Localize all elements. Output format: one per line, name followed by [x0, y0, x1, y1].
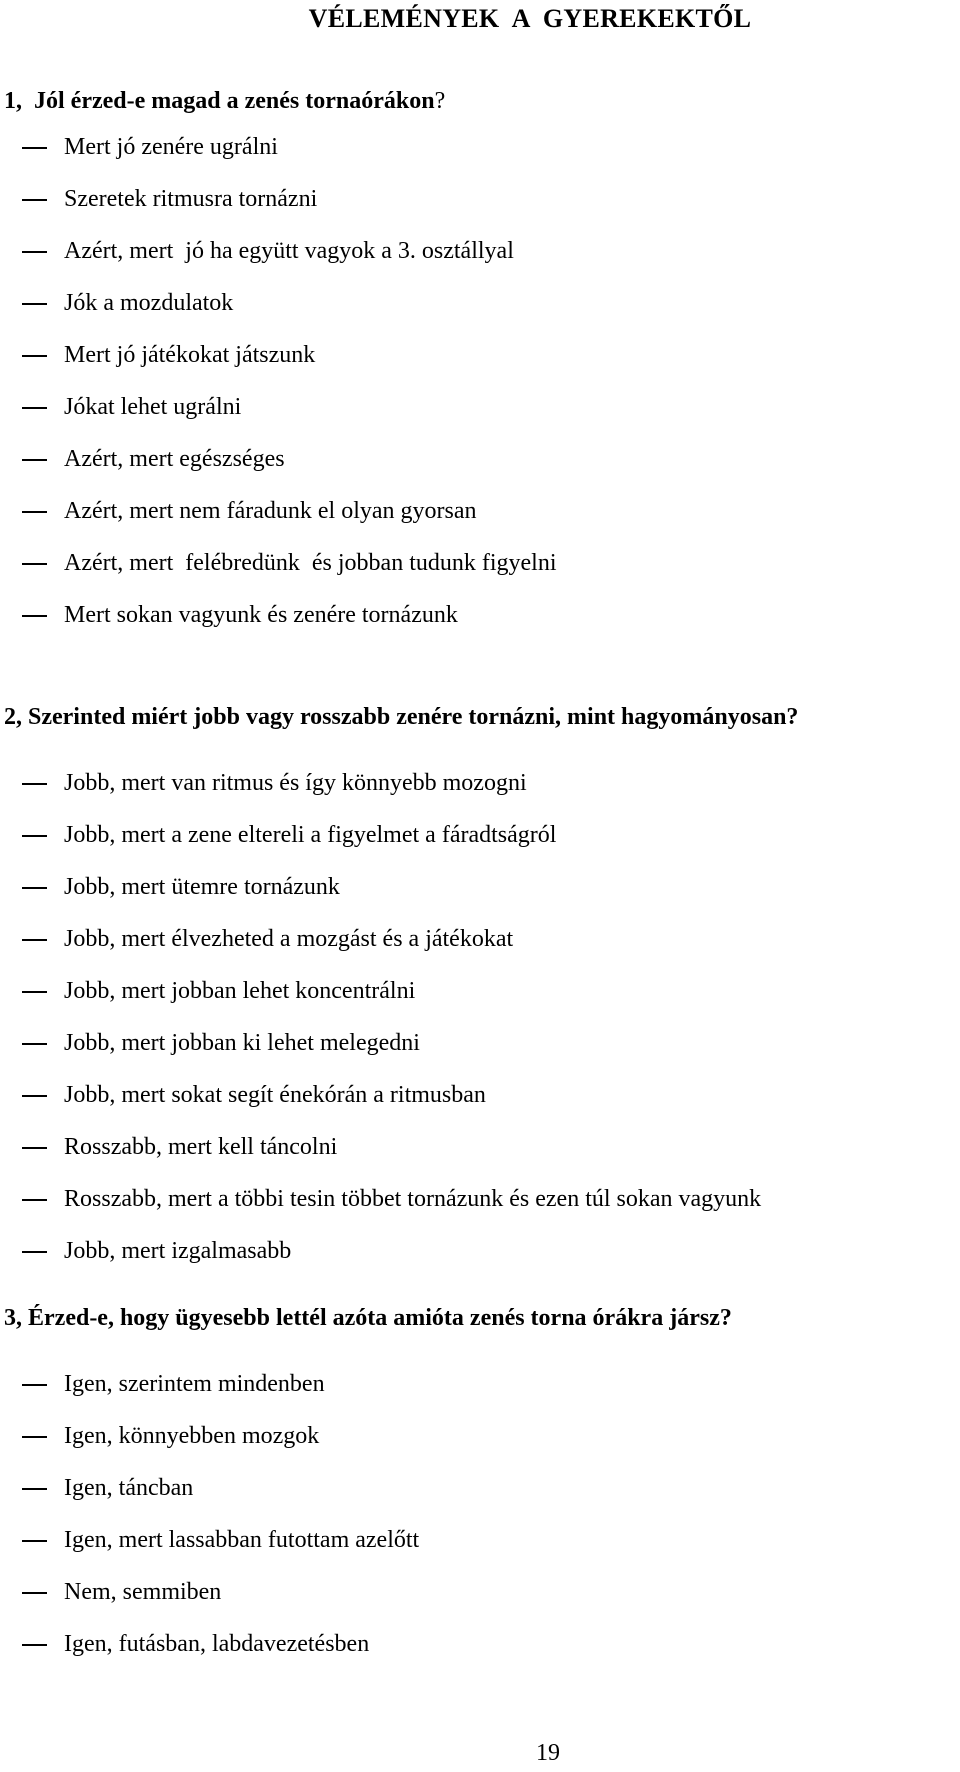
answer-text: Jobb, mert a zene eltereli a figyelmet a fáradtságról: [64, 822, 557, 848]
answer-text: Mert jó játékokat játszunk: [64, 342, 316, 368]
answer-text: Azért, mert egészséges: [64, 446, 285, 472]
answer-text: Nem, semmiben: [64, 1579, 222, 1605]
answer-text: Jobb, mert ütemre tornázunk: [64, 874, 340, 900]
answer-text: Rosszabb, mert a többi tesin többet tornázunk és ezen túl sokan vagyunk: [64, 1186, 762, 1212]
dash-bullet: [22, 1095, 47, 1097]
question-mark: ?: [434, 88, 446, 114]
answer-item: [0, 340, 960, 392]
dash-bullet: [22, 615, 47, 617]
answer-text: Szeretek ritmusra tornázni: [64, 186, 318, 212]
dash-bullet: [22, 147, 47, 149]
answer-item: [0, 820, 960, 872]
answer-item: [0, 288, 960, 340]
dash-bullet: [22, 783, 47, 785]
answer-item: [0, 1525, 960, 1577]
question-heading: [0, 1303, 960, 1333]
answer-item: [0, 1132, 960, 1184]
answer-text: Mert jó zenére ugrálni: [64, 134, 278, 160]
answer-item: [0, 1473, 960, 1525]
answer-item: [0, 976, 960, 1028]
answer-item: [0, 1080, 960, 1132]
answer-text: Igen, szerintem mindenben: [64, 1371, 325, 1397]
answer-text: Azért, mert felébredünk és jobban tudunk figyelni: [64, 550, 557, 576]
dash-bullet: [22, 355, 47, 357]
answer-text: Jókat lehet ugrálni: [64, 394, 242, 420]
answer-text: Igen, mert lassabban futottam azelőtt: [64, 1527, 420, 1553]
question-heading: [0, 702, 960, 732]
question-section-2: [0, 702, 960, 1288]
answer-item: [0, 1028, 960, 1080]
answer-item: [0, 496, 960, 548]
dash-bullet: [22, 1251, 47, 1253]
question-text: Szerinted miért jobb vagy rosszabb zenére tornázni, mint hagyományosan?: [22, 704, 799, 730]
question-number: 2,: [4, 704, 22, 730]
dash-bullet: [22, 459, 47, 461]
dash-bullet: [22, 511, 47, 513]
answer-item: [0, 1421, 960, 1473]
question-heading: [0, 86, 960, 116]
answer-item: [0, 184, 960, 236]
answer-text: Jobb, mert sokat segít énekórán a ritmusban: [64, 1082, 486, 1108]
dash-bullet: [22, 1384, 47, 1386]
answer-item: [0, 1629, 960, 1681]
dash-bullet: [22, 1147, 47, 1149]
answer-list: [0, 1369, 960, 1681]
answer-text: Jobb, mert izgalmasabb: [64, 1238, 292, 1264]
answer-item: [0, 392, 960, 444]
dash-bullet: [22, 887, 47, 889]
dash-bullet: [22, 199, 47, 201]
answer-text: Azért, mert jó ha együtt vagyok a 3. osztállyal: [64, 238, 514, 264]
answer-text: Jobb, mert van ritmus és így könnyebb mozogni: [64, 770, 527, 796]
dash-bullet: [22, 303, 47, 305]
answer-text: Jobb, mert élvezheted a mozgást és a játékokat: [64, 926, 514, 952]
dash-bullet: [22, 1540, 47, 1542]
question-section-3: [0, 1303, 960, 1681]
question-section-1: [0, 86, 960, 652]
answer-item: [0, 600, 960, 652]
answer-text: Igen, futásban, labdavezetésben: [64, 1631, 370, 1657]
dash-bullet: [22, 563, 47, 565]
answer-item: [0, 132, 960, 184]
dash-bullet: [22, 1436, 47, 1438]
dash-bullet: [22, 939, 47, 941]
dash-bullet: [22, 1644, 47, 1646]
answer-item: [0, 1236, 960, 1288]
answer-text: Jobb, mert jobban lehet koncentrálni: [64, 978, 416, 1004]
answer-list: [0, 768, 960, 1288]
answer-item: [0, 548, 960, 600]
page-title: VÉLEMÉNYEK A GYEREKEKTŐL: [308, 4, 752, 33]
dash-bullet: [22, 407, 47, 409]
question-number: 3,: [4, 1305, 22, 1331]
dash-bullet: [22, 1488, 47, 1490]
answer-item: [0, 444, 960, 496]
question-text: Érzed-e, hogy ügyesebb lettél azóta amióta zenés torna órákra jársz?: [22, 1305, 732, 1331]
answer-item: [0, 1184, 960, 1236]
answer-text: Igen, könnyebben mozgok: [64, 1423, 320, 1449]
dash-bullet: [22, 1043, 47, 1045]
answer-item: [0, 768, 960, 820]
dash-bullet: [22, 1199, 47, 1201]
answer-item: [0, 1369, 960, 1421]
answer-text: Azért, mert nem fáradunk el olyan gyorsan: [64, 498, 477, 524]
answer-item: [0, 1577, 960, 1629]
answer-list: [0, 132, 960, 652]
answer-item: [0, 872, 960, 924]
answer-text: Jobb, mert jobban ki lehet melegedni: [64, 1030, 420, 1056]
answer-text: Igen, táncban: [64, 1475, 194, 1501]
page-number: 19: [536, 1740, 560, 1766]
answer-text: Jók a mozdulatok: [64, 290, 234, 316]
answer-text: Mert sokan vagyunk és zenére tornázunk: [64, 602, 458, 628]
answer-item: [0, 924, 960, 976]
dash-bullet: [22, 1592, 47, 1594]
question-text: Jól érzed-e magad a zenés tornaórákon: [22, 88, 435, 114]
question-number: 1,: [4, 88, 22, 114]
dash-bullet: [22, 991, 47, 993]
dash-bullet: [22, 251, 47, 253]
dash-bullet: [22, 835, 47, 837]
answer-item: [0, 236, 960, 288]
answer-text: Rosszabb, mert kell táncolni: [64, 1134, 338, 1160]
